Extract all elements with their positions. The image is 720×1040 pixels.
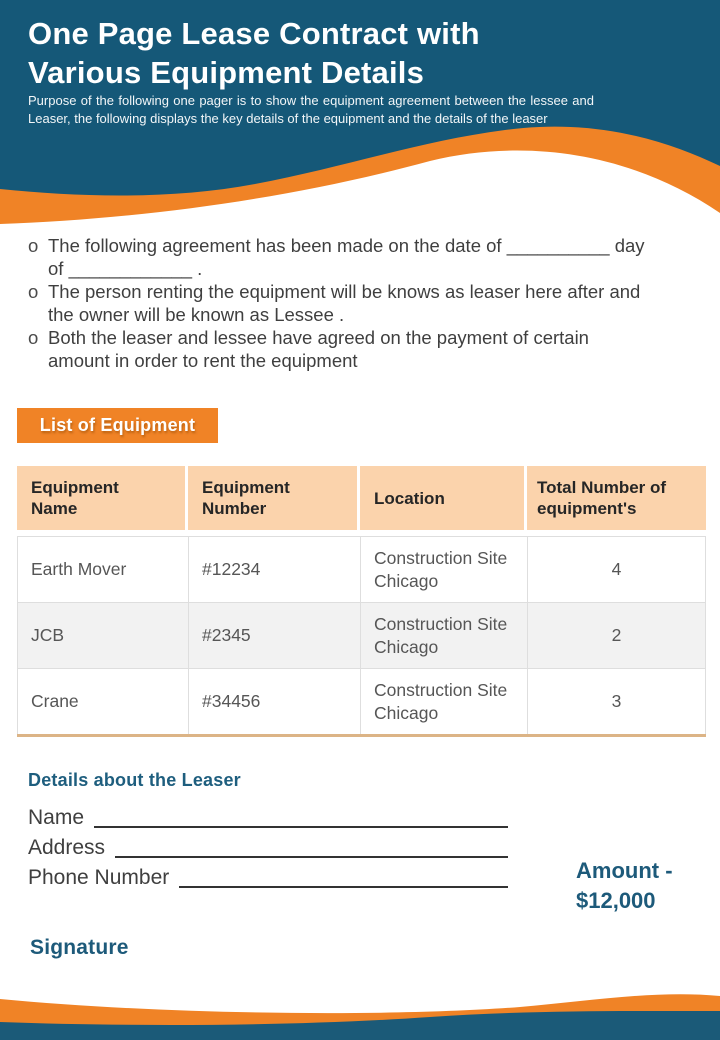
page-title-line2: Various Equipment Details (28, 55, 425, 90)
column-header-label: Location (374, 488, 445, 508)
agreement-bullet-list (28, 234, 688, 372)
column-header-label: Total Number of equipment's (537, 478, 667, 518)
signature-label: Signature (30, 936, 129, 959)
cell-equipment-name: Crane (17, 669, 188, 734)
cell-equipment-number: #2345 (188, 603, 360, 668)
list-item (28, 326, 688, 372)
cell-equipment-number: #12234 (188, 537, 360, 602)
address-blank-line (115, 855, 508, 858)
column-header-location (360, 466, 524, 530)
leaser-details-form (28, 802, 508, 892)
cell-equipment-name: JCB (17, 603, 188, 668)
leaser-details-heading: Details about the Leaser (28, 770, 241, 790)
cell-location: Construction Site Chicago (360, 537, 527, 602)
bullet-text: of ____________ . (48, 258, 203, 279)
page-title (28, 14, 668, 92)
bullet-text: amount in order to rent the equipment (48, 350, 358, 371)
table-row (17, 536, 706, 602)
bullet-marker: o (28, 327, 39, 348)
equipment-section-banner (17, 408, 218, 443)
equipment-table-header-row (17, 466, 706, 530)
list-item (28, 234, 688, 280)
form-row-phone-number (28, 862, 508, 892)
cell-location: Construction Site Chicago (360, 603, 527, 668)
cell-count: 2 (527, 603, 706, 668)
column-header-equipment-name (17, 466, 185, 530)
bullet-text: the owner will be known as Lessee . (48, 304, 345, 325)
amount-value (576, 856, 716, 916)
equipment-table-body (17, 536, 706, 737)
name-field-label: Name (28, 806, 85, 829)
column-header-equipment-number (188, 466, 357, 530)
cell-count: 4 (527, 537, 706, 602)
bullet-text: The following agreement has been made on the date of __________ day (48, 235, 645, 256)
cell-equipment-number: #34456 (188, 669, 360, 734)
form-row-address (28, 832, 508, 862)
bullet-marker: o (28, 281, 39, 302)
name-blank-line (94, 825, 508, 828)
column-header-label: Equipment Number (202, 478, 290, 518)
table-row (17, 602, 706, 668)
footer-wave-graphic (0, 970, 720, 1040)
amount-figure-line: $12,000 (576, 888, 656, 913)
amount-label-line: Amount - (576, 858, 673, 883)
column-header-label: Equipment Name (31, 478, 119, 518)
equipment-table (17, 466, 706, 737)
form-row-name (28, 802, 508, 832)
bullet-marker: o (28, 235, 39, 256)
phone-number-field-label: Phone Number (28, 866, 170, 889)
address-field-label: Address (28, 836, 106, 859)
cell-location: Construction Site Chicago (360, 669, 527, 734)
equipment-section-banner-label: List of Equipment (39, 415, 196, 435)
table-row (17, 668, 706, 734)
column-header-total-number (527, 466, 706, 530)
cell-count: 3 (527, 669, 706, 734)
cell-equipment-name: Earth Mover (17, 537, 188, 602)
bullet-text: The person renting the equipment will be knows as leaser here after and (48, 281, 641, 302)
page-title-line1: One Page Lease Contract with (28, 16, 480, 51)
list-item (28, 280, 688, 326)
bullet-text: Both the leaser and lessee have agreed on the payment of certain (48, 327, 589, 348)
phone-number-blank-line (179, 885, 508, 888)
page-subtitle: Purpose of the following one pager is to show the equipment agreement between the lessee and Leaser, the following displays the key details of the equipment and the details of the leaser (28, 93, 594, 126)
